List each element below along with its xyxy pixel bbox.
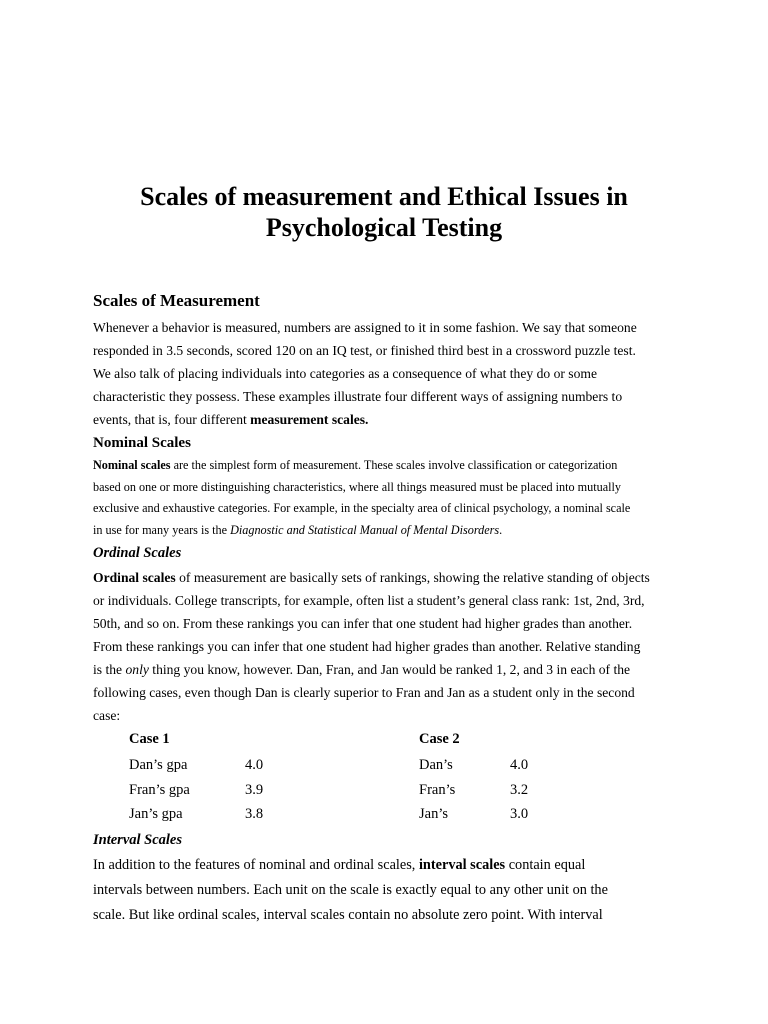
title-line-2: Psychological Testing	[265, 213, 503, 242]
student-label: Fran’s gpa	[129, 781, 190, 798]
paragraph-line: or individuals. College transcripts, for example, often list a student’s general class rank: 1st, 2nd, 3rd,	[93, 592, 645, 608]
italic-emphasis: only	[125, 661, 149, 677]
paragraph-line	[93, 853, 608, 878]
case-1-table	[129, 729, 263, 827]
case-label: Case 1	[129, 731, 170, 747]
paragraph-line: characteristic they possess. These examples illustrate four different ways of assigning numbers to	[93, 388, 623, 404]
paragraph-line	[93, 408, 637, 431]
student-label: Dan’s gpa	[129, 757, 188, 773]
case-row	[129, 802, 263, 827]
paragraph-text: are the simplest form of measurement. These scales involve classification or categorization	[170, 458, 618, 473]
student-label: Fran’s	[419, 781, 456, 798]
bold-term: interval scales	[418, 856, 506, 873]
student-label: Jan’s gpa	[129, 806, 183, 822]
section-heading-scales-of-measurement: Scales of Measurement	[93, 291, 260, 310]
case-row	[129, 778, 263, 803]
paragraph-line	[93, 566, 650, 589]
case-2-table	[419, 729, 528, 827]
case-rows	[419, 753, 528, 827]
subheading-ordinal-scales: Ordinal Scales	[93, 545, 182, 561]
paragraph-line: 50th, and so on. From these rankings you can infer that one student had higher grades than another.	[93, 615, 633, 631]
italic-book-title: Diagnostic and Statistical Manual of Mental Disorders	[230, 522, 500, 537]
paragraph-line: scale. But like ordinal scales, interval scales contain no absolute zero point. With interval	[93, 906, 603, 923]
bold-term: Nominal scales	[93, 458, 171, 473]
gpa-value: 4.0	[245, 757, 264, 773]
paragraph-text: is the	[93, 661, 126, 677]
gpa-value: 3.0	[510, 806, 529, 822]
intro-paragraph	[93, 316, 637, 431]
bold-term: measurement scales.	[250, 411, 369, 427]
paragraph-line: following cases, even though Dan is clearly superior to Fran and Jan as a student only in the second	[93, 684, 635, 700]
case-row	[129, 753, 263, 778]
gpa-value: 3.8	[245, 806, 264, 822]
case-row	[419, 778, 528, 803]
student-label: Jan’s	[419, 806, 448, 822]
gpa-value: 3.2	[510, 781, 529, 798]
paragraph-line: exclusive and exhaustive categories. For example, in the specialty area of clinical psychology, a nominal scale	[93, 501, 631, 516]
paragraph-line: case:	[93, 708, 121, 724]
bold-term: Ordinal scales	[93, 569, 176, 585]
gpa-value: 3.9	[245, 781, 264, 798]
paragraph-line	[93, 455, 630, 477]
paragraph-line: intervals between numbers. Each unit on the scale is exactly equal to any other unit on the	[93, 881, 608, 898]
paragraph-text: .	[499, 522, 503, 537]
subheading-nominal-scales: Nominal Scales	[93, 435, 191, 451]
paragraph-line: From these rankings you can infer that one student had higher grades than another. Relative standing	[93, 638, 641, 654]
paragraph-text: events, that is, four different	[93, 411, 251, 427]
case-row	[419, 753, 528, 778]
subheading-interval-scales: Interval Scales	[93, 832, 183, 848]
paragraph-line	[93, 520, 630, 542]
paragraph-text: in use for many years is the	[93, 522, 231, 537]
paragraph-line	[93, 658, 650, 681]
case-row	[419, 802, 528, 827]
paragraph-text: of measurement are basically sets of rankings, showing the relative standing of objects	[175, 569, 650, 585]
title-line-1: Scales of measurement and Ethical Issues in	[140, 182, 628, 211]
student-label: Dan’s	[419, 757, 453, 773]
paragraph-text: thing you know, however. Dan, Fran, and Jan would be ranked 1, 2, and 3 in each of the	[148, 661, 631, 677]
gpa-value: 4.0	[510, 757, 529, 773]
document-title	[0, 181, 768, 243]
nominal-paragraph	[93, 455, 630, 541]
paragraph-line: responded in 3.5 seconds, scored 120 on an IQ test, or finished third best in a crossword puzzle test.	[93, 342, 636, 358]
interval-paragraph	[93, 853, 608, 928]
case-label: Case 2	[419, 731, 460, 747]
paragraph-line: We also talk of placing individuals into categories as a consequence of what they do or some	[93, 365, 597, 381]
paragraph-line: Whenever a behavior is measured, numbers are assigned to it in some fashion. We say that someone	[93, 319, 637, 335]
case-rows	[129, 753, 263, 827]
paragraph-text: In addition to the features of nominal and ordinal scales,	[93, 856, 419, 873]
paragraph-line: based on one or more distinguishing characteristics, where all things measured must be placed into mutually	[93, 479, 621, 494]
ordinal-paragraph	[93, 566, 650, 728]
paragraph-text: contain equal	[505, 856, 586, 873]
